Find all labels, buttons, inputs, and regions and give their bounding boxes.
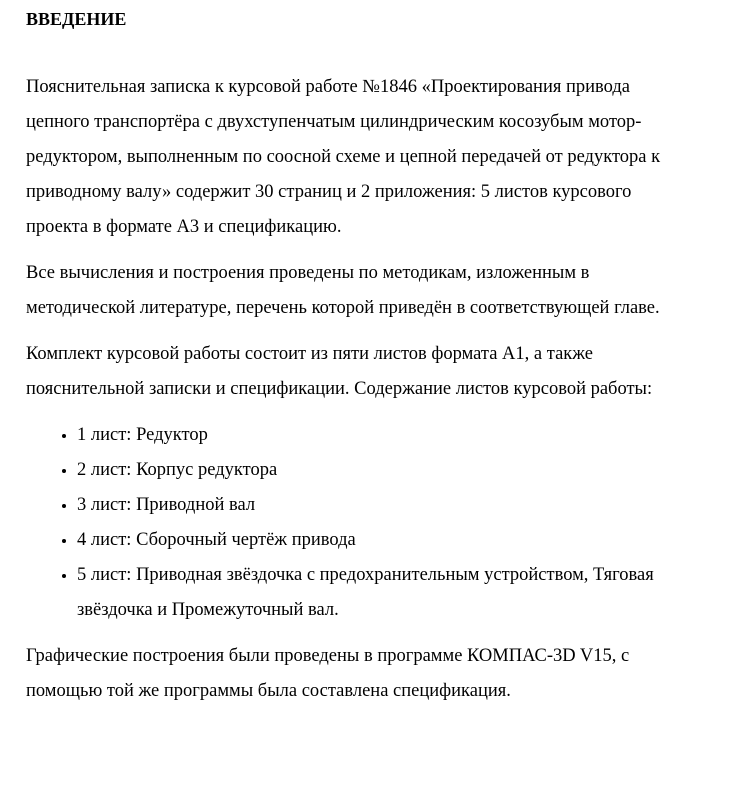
paragraph-methods: Все вычисления и построения проведены по методикам, изложенным в методической литературе, перечень которой приведён в соответствующей главе. (26, 263, 660, 318)
list-item: • 2 лист: Корпус редуктора (77, 453, 696, 488)
paragraph-contents: Комплект курсовой работы состоит из пяти листов формата А1, а также пояснительной записки и спецификации. Содержание листов курсовой работы: (26, 344, 653, 399)
list-item: • 3 лист: Приводной вал (77, 488, 696, 523)
sheets-list (26, 418, 696, 628)
paragraph-closing: Графические построения были проведены в программе КОМПАС-3D V15, с помощью той же программы была составлена спецификация. (26, 646, 630, 701)
paragraph-intro: Пояснительная записка к курсовой работе №1846 «Проектирования привода цепного транспортёра с двухступенчатым цилиндрическим косозубым мотор-редуктором, выполненным по соосной схеме и цепной передачей от редуктора к приводному валу» содержит 30 страниц и 2 приложения: 5 листов курсового проекта в формате А3 и спецификацию. (26, 77, 661, 237)
section-heading: ВВЕДЕНИЕ (26, 9, 127, 29)
list-item: • 1 лист: Редуктор (77, 418, 696, 453)
list-item: • 5 лист: Приводная звёздочка с предохранительным устройством, Тяговая звёздочка и Промежуточный вал. (77, 558, 696, 628)
list-item: • 4 лист: Сборочный чертёж привода (77, 523, 696, 558)
